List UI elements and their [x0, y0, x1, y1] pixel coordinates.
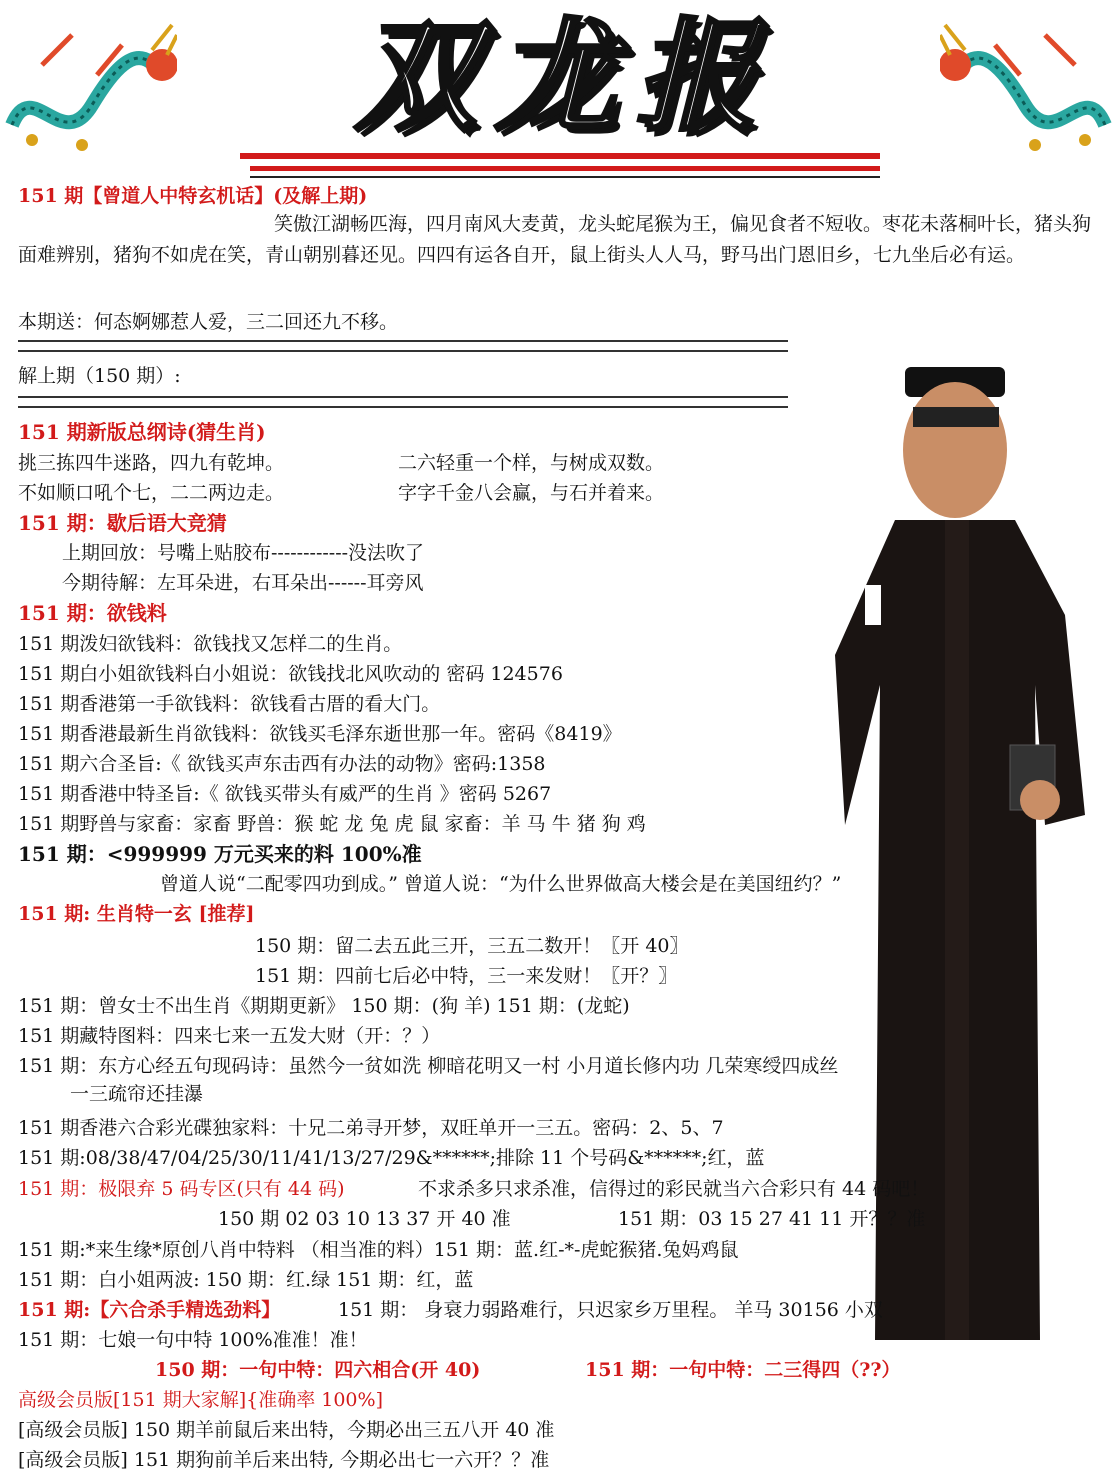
- yuqian-heading: 151 期：欲钱料: [18, 601, 167, 625]
- poem-line-2a: 不如顺口吼个七，二二两边走。: [18, 482, 285, 504]
- title-red-rule-2: [250, 166, 880, 171]
- shengxiao-heading: 151 期: 生肖特一玄 [推荐]: [18, 903, 255, 925]
- left-dragon-icon: [2, 5, 177, 155]
- zeng-nvshi-line: 151 期：曾女士不出生肖《期期更新》 150 期：(狗 羊) 151 期：(龙蛇): [18, 995, 630, 1017]
- baixiaojie-line: 151 期：白小姐两波: 150 期：红.绿 151 期：红，蓝: [18, 1269, 474, 1291]
- yuqian-line: 151 期六合圣旨:《 欲钱买声东击西有办法的动物》密码:1358: [18, 753, 546, 775]
- yuqian-line: 151 期香港第一手欲钱料：欲钱看古厝的看大门。: [18, 693, 441, 715]
- jixian-text: 不求杀多只求杀准，信得过的彩民就当六合彩只有 44 码吧！: [418, 1178, 930, 1200]
- poem-heading: 151 期新版总纲诗(猜生肖): [18, 420, 266, 444]
- jixian-151: 151 期：03 15 27 41 11 开？？准: [618, 1208, 926, 1230]
- yiju-150: 150 期：一句中特：四六相合(开 40): [155, 1359, 481, 1381]
- zeng-daoren-quote: 曾道人说“二配零四功到成。” 曾道人说：“为什么世界做高大楼会是在美国纽约？”: [160, 873, 842, 895]
- xiehouyu-prev: 上期回放：号嘴上贴胶布------------没法吹了: [62, 542, 425, 564]
- right-dragon-icon: [940, 5, 1115, 155]
- zeng-daoren-poem: 笑傲江湖畅匹海，四月南风大麦黄，龙头蛇尾猴为王，偏见食者不短收。枣花未落桐叶长，猪头狗面难辨别，猪狗不如虎在笑，青山朝别暮还见。四四有运各自开，鼠上街头人人马，野马出门恩旧乡，七九坐后必有运。: [18, 213, 1092, 266]
- poem-line-1a: 挑三拣四牛迷路，四九有乾坤。: [18, 452, 285, 474]
- poem-line-1b: 二六轻重一个样，与树成双数。: [398, 452, 665, 474]
- separator: [18, 396, 788, 408]
- prev-issue-line: 解上期（150 期）:: [18, 365, 181, 387]
- laishengyuan-line: 151 期:*来生缘*原创八肖中特料 （相当准的料）151 期：蓝.红-*-虎蛇猴猪.兔妈鸡鼠: [18, 1239, 739, 1261]
- yuqian-line: 151 期：<999999 万元买来的料 100%准: [18, 842, 422, 866]
- masthead: [0, 0, 1118, 185]
- jixian-heading: 151 期：极限弃 5 码专区(只有 44 码): [18, 1178, 345, 1200]
- qiniang-line: 151 期：七娘一句中特 100%准准！准！: [18, 1329, 368, 1351]
- cangte-line: 151 期藏特图料：四来七来一五发大财（开：？）: [18, 1025, 441, 1047]
- yuqian-line: 151 期香港最新生肖欲钱料：欲钱买毛泽东逝世那一年。密码《8419》: [18, 723, 622, 745]
- yuqian-line: 151 期白小姐欲钱料白小姐说：欲钱找北风吹动的 密码 124576: [18, 663, 563, 685]
- yiju-151: 151 期：一句中特：二三得四（??）: [585, 1359, 901, 1381]
- jixian-150: 150 期 02 03 10 13 37 开 40 准: [218, 1208, 511, 1230]
- masthead-title: 双龙报: [355, 4, 775, 148]
- liuhe-shashou-heading: 151 期:【六合杀手精选劲料】: [18, 1299, 281, 1321]
- numbers-line: 151 期:08/38/47/04/25/30/11/41/13/27/29&******;排除 11 个号码&******;红，蓝: [18, 1147, 765, 1169]
- yuqian-line: 151 期野兽与家畜：家畜 野兽：猴 蛇 龙 兔 虎 鼠 家畜：羊 马 牛 猪 狗 鸡: [18, 813, 646, 835]
- yuqian-line: 151 期泼妇欲钱料：欲钱找又怎样二的生肖。: [18, 633, 403, 655]
- shengxiao-150: 150 期：留二去五此三开，三五二数开！〖开 40〗: [255, 935, 689, 957]
- dongfang-xinjing-line-2: 一三疏帘还挂瀑: [70, 1083, 204, 1105]
- gift-line: 本期送：何态婀娜惹人爱，三二回还九不移。: [18, 311, 399, 333]
- vip-line-151: [高级会员版] 151 期狗前羊后来出特, 今期必出七一六开？？准: [18, 1449, 550, 1471]
- separator: [18, 340, 788, 352]
- liuhe-shashou-text: 151 期： 身衰力弱路难行，只迟家乡万里程。 羊马 30156 小双: [338, 1299, 883, 1321]
- zeng-daoren-heading: 151 期【曾道人中特玄机话】(及解上期): [18, 185, 368, 207]
- vip-heading: 高级会员版[151 期大家解]{准确率 100%]: [18, 1389, 383, 1411]
- poem-line-2b: 字字千金八会赢，与石并着来。: [398, 482, 665, 504]
- title-red-rule: [240, 153, 880, 159]
- dongfang-xinjing-line: 151 期：东方心经五句现码诗：虽然今一贫如洗 柳暗花明又一村 小月道长修内功 几荣寒绶四成丝: [18, 1055, 839, 1077]
- title-dark-rule: [250, 176, 880, 178]
- shengxiao-151: 151 期：四前七后必中特，三一来发财！〖开？〗: [255, 965, 678, 987]
- xiehouyu-now: 今期待解：左耳朵进，右耳朵出------耳旁风: [62, 572, 424, 594]
- guangdie-line: 151 期香港六合彩光碟独家料：十兄二弟寻开梦，双旺单开一三五。密码：2、5、7: [18, 1117, 724, 1139]
- yuqian-line: 151 期香港中特圣旨:《 欲钱买带头有威严的生肖 》密码 5267: [18, 783, 552, 805]
- vip-line-150: [高级会员版] 150 期羊前鼠后来出特，今期必出三五八开 40 准: [18, 1419, 555, 1441]
- xiehouyu-heading: 151 期：歇后语大竞猜: [18, 511, 227, 535]
